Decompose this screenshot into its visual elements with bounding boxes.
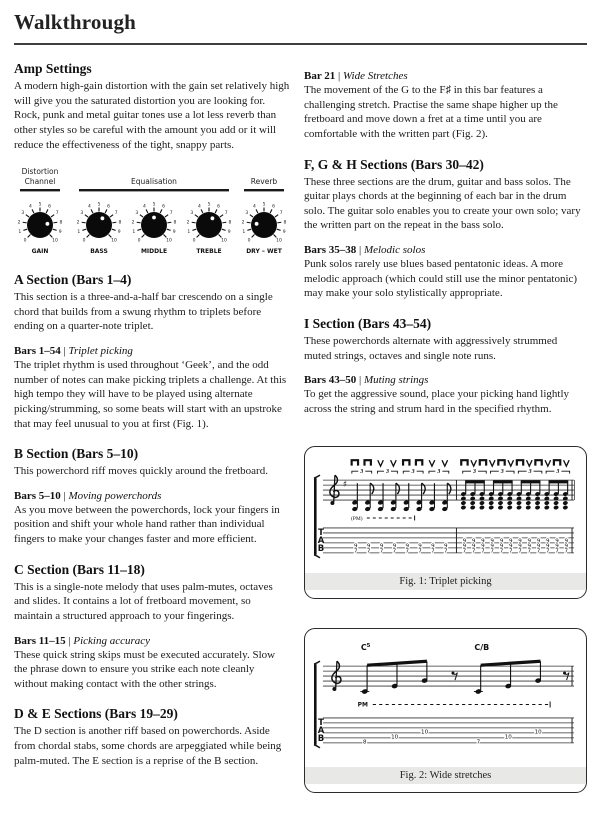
text-section xyxy=(14,446,290,479)
svg-text:7: 7 xyxy=(114,211,118,217)
svg-text:7: 7 xyxy=(279,211,283,217)
svg-text:10: 10 xyxy=(534,730,542,737)
figure-caption: Fig. 1: Triplet picking xyxy=(305,573,586,590)
svg-text:7: 7 xyxy=(431,548,435,555)
knob-label: TREBLE xyxy=(196,248,222,256)
svg-text:9: 9 xyxy=(481,538,485,545)
svg-text:7: 7 xyxy=(555,548,559,555)
svg-text:9: 9 xyxy=(172,230,176,236)
svg-text:7: 7 xyxy=(476,740,481,747)
svg-text:7: 7 xyxy=(224,211,228,217)
text-section xyxy=(14,345,290,431)
right-sections xyxy=(304,70,587,416)
svg-text:1: 1 xyxy=(77,230,81,236)
text-section xyxy=(304,157,587,234)
svg-text:10: 10 xyxy=(276,238,282,244)
svg-text:9: 9 xyxy=(354,543,358,550)
svg-text:9: 9 xyxy=(431,543,435,550)
section-body: The D section is another riff based on powerchords. Aside from chordal stabs, some chords are arpeggiated while being palm-muted. The E section is a reprise of the B section. xyxy=(14,725,282,767)
svg-text:9: 9 xyxy=(490,543,494,550)
svg-text:3: 3 xyxy=(245,211,249,217)
svg-text:10: 10 xyxy=(111,238,117,244)
svg-text:10: 10 xyxy=(391,735,399,742)
section-heading: B Section (Bars 5–10) xyxy=(14,446,139,462)
svg-text:4: 4 xyxy=(87,204,91,210)
section-subhead: Bars 11–15 | Picking accuracy xyxy=(14,634,151,647)
svg-text:1: 1 xyxy=(18,230,22,236)
section-heading: I Section (Bars 43–54) xyxy=(304,315,432,331)
svg-text:7: 7 xyxy=(169,211,173,217)
section-subhead: Bars 5–10 | Moving powerchords xyxy=(14,489,162,502)
svg-text:2: 2 xyxy=(186,220,190,226)
svg-text:3: 3 xyxy=(556,469,560,476)
svg-text:7: 7 xyxy=(444,548,448,555)
svg-text:9: 9 xyxy=(546,543,550,550)
section-amp-settings xyxy=(14,61,290,152)
svg-text:3: 3 xyxy=(360,469,364,476)
svg-text:T: T xyxy=(318,527,324,538)
music-notation-fig2 xyxy=(311,636,580,762)
svg-text:1: 1 xyxy=(132,230,136,236)
svg-text:7: 7 xyxy=(471,548,476,555)
svg-text:7: 7 xyxy=(518,548,522,555)
section-body: This section is a three-and-a-half bar crescendo on a single chord that builds from a swung rhythm to triplets before ending on a quarter-note triplet. xyxy=(14,291,273,333)
svg-text:9: 9 xyxy=(418,543,422,550)
svg-text:8: 8 xyxy=(173,220,177,226)
page-header xyxy=(14,10,587,45)
svg-text:3: 3 xyxy=(80,211,84,217)
knob-label: MIDDLE xyxy=(140,248,168,256)
svg-text:9: 9 xyxy=(282,230,286,236)
text-section xyxy=(14,562,290,624)
svg-text:3: 3 xyxy=(500,469,504,476)
svg-text:1: 1 xyxy=(187,230,191,236)
section-body: A modern high-gain distortion with the gain set relatively high will give you the saturated distortion you are looking for. Rock, punk and metal guitar tones use a lot less reverb than other styles so be careful with the amount you add or it will reduce the effectiveness of the tight, snappy parts. xyxy=(14,80,290,151)
svg-text:0: 0 xyxy=(192,238,196,244)
svg-text:6: 6 xyxy=(48,204,52,210)
section-body: To get the aggressive sound, place your picking hand lightly across the string and strum hard in the specified rhythm. xyxy=(304,388,570,415)
amp-knobs-diagram xyxy=(14,165,290,263)
svg-text:9: 9 xyxy=(527,538,532,545)
svg-text:0: 0 xyxy=(137,238,141,244)
section-subhead: Bar 21 | Wide Stretches xyxy=(304,70,408,82)
text-section xyxy=(304,374,587,416)
svg-text:9: 9 xyxy=(527,543,532,550)
svg-text:9: 9 xyxy=(536,543,541,550)
svg-text:9: 9 xyxy=(490,538,494,545)
svg-text:4: 4 xyxy=(197,204,201,210)
svg-text:5: 5 xyxy=(152,202,156,208)
svg-text:2: 2 xyxy=(17,220,21,226)
svg-text:A: A xyxy=(317,725,325,736)
svg-text:7: 7 xyxy=(392,548,397,555)
svg-text:9: 9 xyxy=(508,543,513,550)
amp-settings-panel xyxy=(14,165,290,268)
svg-text:9: 9 xyxy=(481,543,485,550)
svg-text:2: 2 xyxy=(131,220,135,226)
svg-text:3: 3 xyxy=(190,211,194,217)
svg-text:9: 9 xyxy=(117,230,121,236)
svg-text:9: 9 xyxy=(462,543,467,550)
svg-text:8: 8 xyxy=(283,220,287,226)
svg-text:7: 7 xyxy=(354,548,358,555)
svg-text:1: 1 xyxy=(242,230,246,236)
svg-text:5: 5 xyxy=(97,202,101,208)
text-section xyxy=(14,635,290,692)
svg-text:10: 10 xyxy=(504,735,512,742)
figure-1-triplet-picking xyxy=(304,446,587,599)
text-section xyxy=(14,272,290,334)
svg-text:(PM): (PM) xyxy=(351,516,363,523)
svg-text:10: 10 xyxy=(52,238,58,244)
svg-text:8: 8 xyxy=(363,740,367,747)
svg-text:3: 3 xyxy=(437,469,441,476)
section-subhead: Bars 43–50 | Muting strings xyxy=(304,374,429,387)
svg-text:4: 4 xyxy=(142,204,146,210)
two-column-layout xyxy=(14,59,587,793)
svg-text:9: 9 xyxy=(555,543,559,550)
section-subhead: Bars 1–54 | Triplet picking xyxy=(14,345,133,357)
svg-text:5: 5 xyxy=(262,202,266,208)
text-section xyxy=(14,490,290,547)
svg-text:7: 7 xyxy=(499,548,504,555)
svg-text:9: 9 xyxy=(536,538,541,545)
svg-text:6: 6 xyxy=(217,204,221,210)
svg-text:7: 7 xyxy=(418,548,422,555)
svg-text:7: 7 xyxy=(366,548,371,555)
svg-text:4: 4 xyxy=(252,204,256,210)
section-heading: D & E Sections (Bars 19–29) xyxy=(14,706,178,722)
figure-caption: Fig. 2: Wide stretches xyxy=(305,767,586,784)
text-section xyxy=(304,244,587,301)
svg-text:5: 5 xyxy=(38,202,42,208)
svg-text:7: 7 xyxy=(490,548,494,555)
svg-text:T: T xyxy=(318,717,324,728)
section-body: The movement of the G to the F♯ in this bar features a challenging stretch. Practise the same shape higher up the fretboard and move down a fret at a time until you are comfortable with the written part (Fig. 2). xyxy=(304,84,558,140)
svg-text:Reverb: Reverb xyxy=(250,177,278,187)
svg-text:4: 4 xyxy=(28,204,32,210)
svg-text:A: A xyxy=(317,535,325,546)
music-notation-fig1 xyxy=(311,454,580,568)
knob-label: BASS xyxy=(90,248,108,256)
svg-text:9: 9 xyxy=(518,543,522,550)
section-heading: C Section (Bars 11–18) xyxy=(14,561,145,577)
svg-text:7: 7 xyxy=(546,548,550,555)
svg-text:0: 0 xyxy=(23,238,27,244)
svg-text:9: 9 xyxy=(499,538,504,545)
svg-text:7: 7 xyxy=(527,548,532,555)
svg-text:9: 9 xyxy=(499,543,504,550)
svg-text:9: 9 xyxy=(405,543,410,550)
section-body: This powerchord riff moves quickly around the fretboard. xyxy=(14,465,268,478)
page-title: Walkthrough xyxy=(14,10,137,34)
svg-text:9: 9 xyxy=(564,543,569,550)
figure-2-wide-stretches xyxy=(304,628,587,793)
svg-text:9: 9 xyxy=(444,543,448,550)
svg-text:7: 7 xyxy=(405,548,410,555)
section-subhead: Bars 35–38 | Melodic solos xyxy=(304,244,426,256)
svg-text:7: 7 xyxy=(481,548,485,555)
svg-text:3: 3 xyxy=(411,469,415,476)
svg-text:9: 9 xyxy=(471,543,476,550)
svg-text:9: 9 xyxy=(546,538,550,545)
svg-text:9: 9 xyxy=(58,230,62,236)
svg-text:3: 3 xyxy=(473,469,476,476)
svg-text:7: 7 xyxy=(508,548,513,555)
svg-text:10: 10 xyxy=(421,730,429,737)
svg-text:B: B xyxy=(317,543,325,554)
section-body: This is a single-note melody that uses palm-mutes, octaves and slides. It contains a lot of fretboard movement, so maintain a structured approach to your fingerings. xyxy=(14,580,273,622)
svg-text:B: B xyxy=(317,733,325,744)
section-body: These quick string skips must be executed accurately. Slow the phrase down to ensure you strike each note cleanly without making contact with the other strings. xyxy=(14,648,276,690)
svg-text:6: 6 xyxy=(272,204,276,210)
text-section xyxy=(14,706,290,768)
svg-text:0: 0 xyxy=(82,238,86,244)
svg-text:3: 3 xyxy=(385,469,389,476)
svg-text:6: 6 xyxy=(107,204,111,210)
section-heading: Amp Settings xyxy=(14,61,92,76)
svg-text:0: 0 xyxy=(247,238,251,244)
right-column xyxy=(304,59,587,793)
svg-text:2: 2 xyxy=(76,220,80,226)
svg-text:Distortion: Distortion xyxy=(21,167,59,177)
section-body: As you move between the powerchords, lock your fingers in position and shift your whole hand rather than individual fingers to make your changes faster and more efficient. xyxy=(14,503,280,545)
svg-text:8: 8 xyxy=(228,220,232,226)
text-section xyxy=(304,316,587,363)
svg-text:8: 8 xyxy=(59,220,63,226)
text-section xyxy=(304,70,587,142)
svg-text:2: 2 xyxy=(241,220,245,226)
svg-text:7: 7 xyxy=(536,548,541,555)
svg-text:9: 9 xyxy=(555,538,559,545)
svg-text:3: 3 xyxy=(21,211,25,217)
svg-text:7: 7 xyxy=(564,548,569,555)
knob-label: DRY – WET xyxy=(246,248,282,256)
svg-text:9: 9 xyxy=(227,230,231,236)
left-column xyxy=(14,59,290,793)
left-sections xyxy=(14,272,290,768)
svg-text:9: 9 xyxy=(508,538,513,545)
svg-text:7: 7 xyxy=(55,211,59,217)
svg-text:10: 10 xyxy=(221,238,227,244)
section-body: Punk solos rarely use blues based pentatonic ideas. A more melodic approach (which could still use the minor pentatonic) may make your solo stylistically appropriate. xyxy=(304,258,578,300)
svg-text:9: 9 xyxy=(471,538,476,545)
chord-label: C/B xyxy=(474,643,490,653)
svg-text:10: 10 xyxy=(166,238,172,244)
svg-text:9: 9 xyxy=(564,538,569,545)
section-heading: A Section (Bars 1–4) xyxy=(14,272,132,288)
svg-text:Equalisation: Equalisation xyxy=(131,177,177,187)
svg-text:♯: ♯ xyxy=(342,480,348,491)
svg-text:PM: PM xyxy=(357,701,368,709)
svg-text:9: 9 xyxy=(366,543,371,550)
svg-text:9: 9 xyxy=(379,543,384,550)
svg-text:9: 9 xyxy=(392,543,397,550)
svg-text:9: 9 xyxy=(462,538,467,545)
knob-label: GAIN xyxy=(31,248,49,256)
svg-text:9: 9 xyxy=(518,538,522,545)
svg-text:Channel: Channel xyxy=(24,177,56,187)
section-body: These three sections are the drum, guitar and bass solos. The guitar plays chords at the beginning of each bar in the drum solo. The guitar solo enables you to create your own solo; vary the written part on the repeat in the bass solo. xyxy=(304,175,581,232)
svg-text:5: 5 xyxy=(207,202,211,208)
section-body: The triplet rhythm is used throughout ‘Geek’, and the odd number of notes can make picking triplets a challenge. At this high tempo they will have to be played using alternate picking/strumming, so some beats will start with an upstroke that may feel unusual to you at first (Fig. 1). xyxy=(14,359,287,430)
section-body: These powerchords alternate with aggressively strummed muted strings, octaves and single note runs. xyxy=(304,334,558,362)
svg-text:8: 8 xyxy=(118,220,122,226)
svg-text:3: 3 xyxy=(528,469,532,476)
svg-text:3: 3 xyxy=(135,211,139,217)
svg-text:6: 6 xyxy=(162,204,166,210)
svg-text:7: 7 xyxy=(462,548,467,555)
chord-label: $C^5$ xyxy=(360,643,371,653)
svg-text:7: 7 xyxy=(379,548,384,555)
section-heading: F, G & H Sections (Bars 30–42) xyxy=(304,156,484,172)
